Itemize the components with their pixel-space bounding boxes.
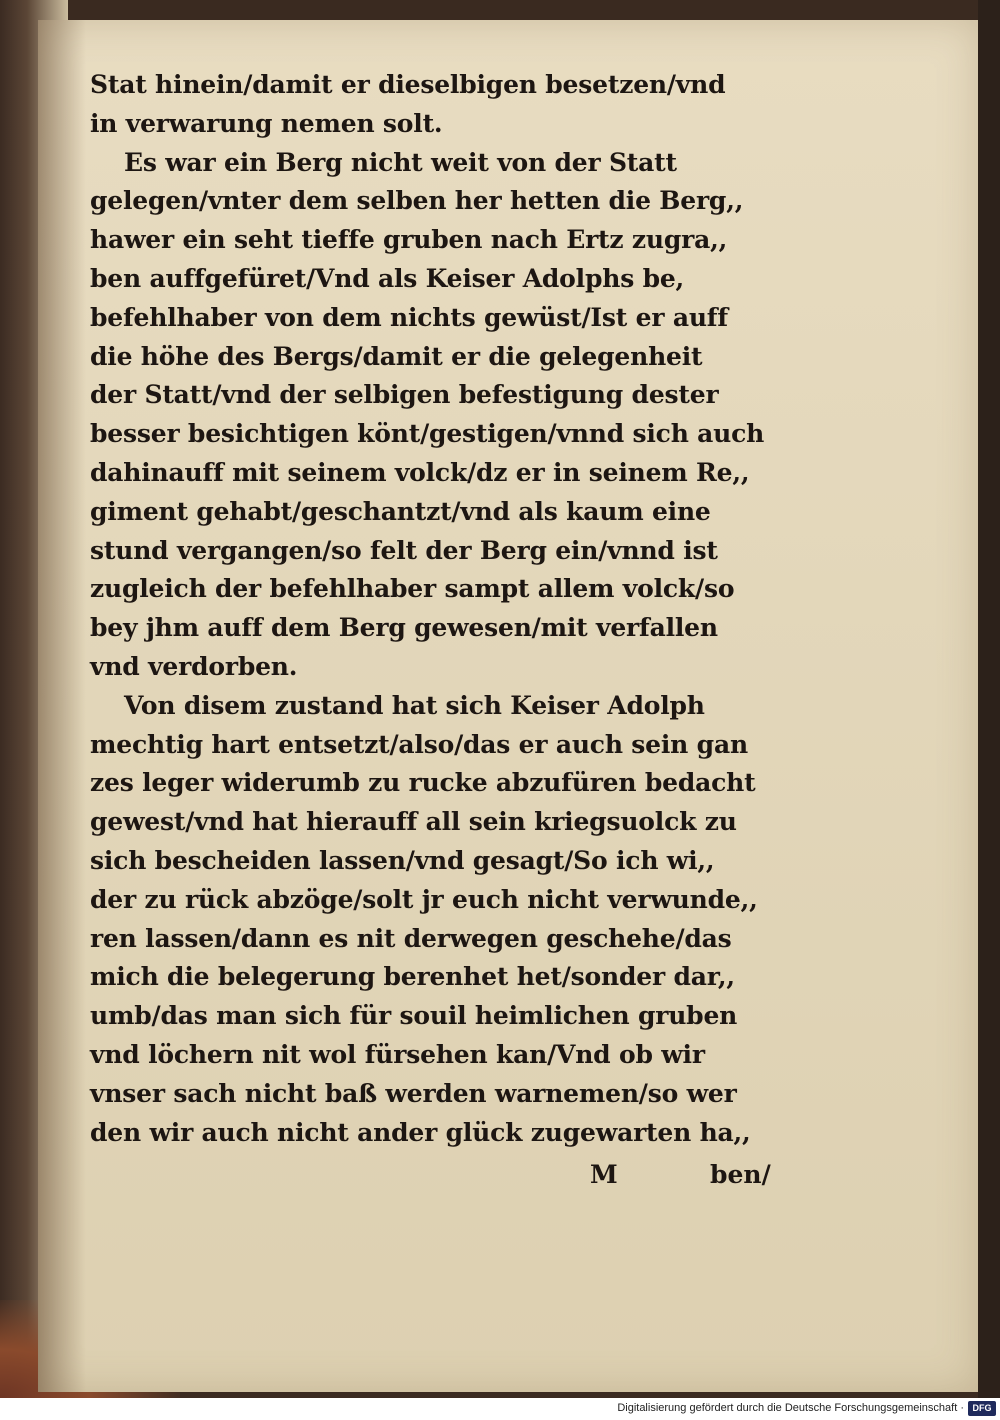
text-line: vnd verdorben. xyxy=(90,651,298,681)
text-line: Stat hinein/damit er dieselbigen besetzen/vnd xyxy=(90,70,726,99)
text-line: gelegen/vnter dem selben her hetten die Berg,, xyxy=(90,186,744,216)
funding-credit: Digitalisierung gefördert durch die Deutsche Forschungsgemeinschaft · xyxy=(617,1402,964,1414)
text-line: sich bescheiden lassen/vnd gesagt/So ich wi,, xyxy=(90,845,715,875)
signature-mark: M xyxy=(590,1160,618,1189)
page-fold-shadow xyxy=(38,20,86,1392)
text-line: den wir auch nicht ander glück zugewarten ha,, xyxy=(90,1117,751,1147)
text-line: besser besichtigen könt/gestigen/vnnd sich auch xyxy=(90,419,765,449)
text-line: Es war ein Berg nicht weit von der Statt xyxy=(124,147,677,177)
text-line: befehlhaber von dem nichts gewüst/Ist er auff xyxy=(90,302,728,332)
text-line: der zu rück abzöge/solt jr euch nicht verwunde,, xyxy=(90,884,758,914)
text-line: dahinauff mit seinem volck/dz er in seinem Re,, xyxy=(90,457,750,487)
text-line: der Statt/vnd der selbigen befestigung dester xyxy=(90,380,719,410)
scan-right-edge xyxy=(978,0,1000,1398)
body-text xyxy=(90,66,820,1152)
text-line: ren lassen/dann es nit derwegen geschehe/das xyxy=(90,923,732,953)
text-line: mechtig hart entsetzt/also/das er auch sein gan xyxy=(90,729,748,759)
text-line: giment gehabt/geschantzt/vnd als kaum eine xyxy=(90,496,711,526)
text-line: mich die belegerung berenhet het/sonder dar,, xyxy=(90,962,735,992)
text-line: bey jhm auff dem Berg gewesen/mit verfallen xyxy=(90,613,718,643)
text-line: vnser sach nicht baß werden warnemen/so wer xyxy=(90,1078,737,1108)
text-line: hawer ein seht tieffe gruben nach Ertz zugra,, xyxy=(90,225,728,255)
text-line: zes leger widerumb zu rucke abzufüren bedacht xyxy=(90,768,756,798)
page-footer-marks xyxy=(590,1160,800,1200)
text-line: gewest/vnd hat hierauff all sein kriegsuolck zu xyxy=(90,807,737,837)
text-line: vnd löchern nit wol fürsehen kan/Vnd ob wir xyxy=(90,1039,705,1069)
dfg-logo: DFG xyxy=(968,1401,996,1416)
text-line: Von disem zustand hat sich Keiser Adolph xyxy=(124,690,705,720)
text-line: die höhe des Bergs/damit er die gelegenheit xyxy=(90,341,703,371)
text-line: in verwarung nemen solt. xyxy=(90,108,443,138)
text-line: stund vergangen/so felt der Berg ein/vnnd ist xyxy=(90,535,718,565)
text-line: zugleich der befehlhaber sampt allem volck/so xyxy=(90,574,735,604)
digitization-footer xyxy=(0,1398,1000,1420)
catchword: ben/ xyxy=(710,1160,771,1189)
text-line: umb/das man sich für souil heimlichen gruben xyxy=(90,1001,738,1031)
text-line: ben auffgefüret/Vnd als Keiser Adolphs be, xyxy=(90,263,685,293)
